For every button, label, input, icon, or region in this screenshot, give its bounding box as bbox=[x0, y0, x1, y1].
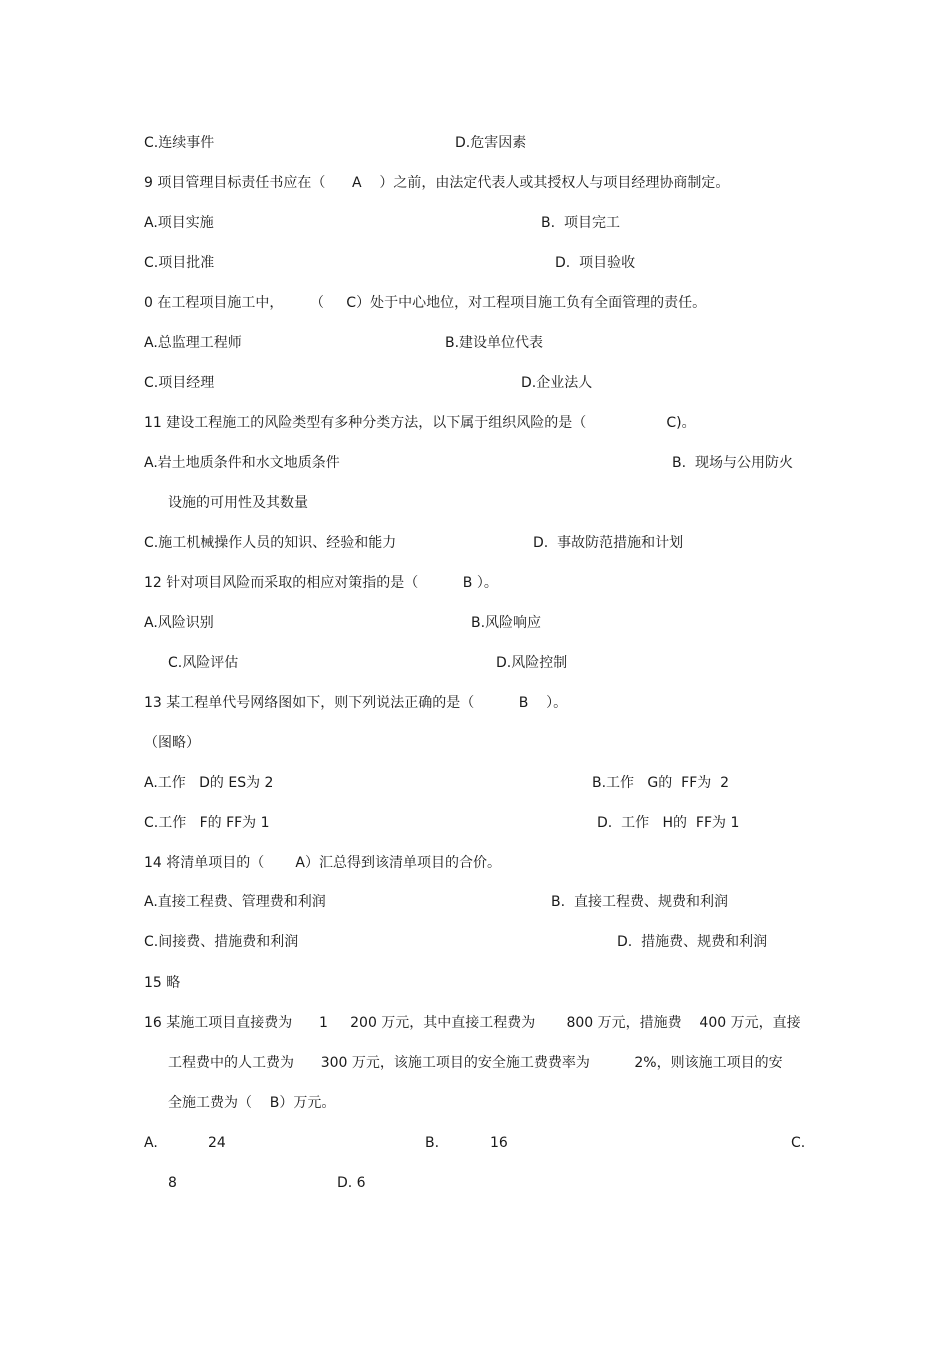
q9-option-a: A.项目实施 bbox=[144, 215, 214, 231]
q12-option-a: A.风险识别 bbox=[144, 615, 214, 631]
q16-option-b-value: 16 bbox=[490, 1135, 508, 1151]
q16-option-a-value: 24 bbox=[208, 1135, 226, 1151]
q13-option-c: C.工作 F的 FF为 1 bbox=[144, 815, 270, 831]
q13-option-d: D. 工作 H的 FF为 1 bbox=[597, 815, 740, 831]
q10-option-a: A.总监理工程师 bbox=[144, 335, 242, 351]
q11-option-d: D. 事故防范措施和计划 bbox=[533, 535, 684, 551]
q11-option-a: A.岩土地质条件和水文地质条件 bbox=[144, 455, 340, 471]
q12-option-c: C.风险评估 bbox=[168, 655, 239, 671]
q9-stem: 9 项目管理目标责任书应在（ A ）之前，由法定代表人或其授权人与项目经理协商制定。 bbox=[144, 175, 730, 191]
q15-stem: 15 略 bbox=[144, 975, 181, 991]
q16-option-c-value: 8 bbox=[168, 1175, 177, 1191]
q16-stem-line-2: 工程费中的人工费为 300 万元，该施工项目的安全施工费费率为 2%，则该施工项目的安 bbox=[168, 1055, 783, 1071]
q14-option-b: B. 直接工程费、规费和利润 bbox=[551, 894, 728, 910]
q13-stem: 13 某工程单代号网络图如下，则下列说法正确的是（ B ）。 bbox=[144, 695, 568, 711]
q11-option-b-continued: 设施的可用性及其数量 bbox=[168, 495, 308, 511]
q14-option-c: C.间接费、措施费和利润 bbox=[144, 934, 299, 950]
q16-option-b-letter: B. bbox=[425, 1135, 440, 1151]
q8-option-d: D.危害因素 bbox=[455, 135, 527, 151]
q10-option-c: C.项目经理 bbox=[144, 375, 215, 391]
q16-stem-line-1: 16 某施工项目直接费为 1 200 万元，其中直接工程费为 800 万元，措施费 400 万元，直接 bbox=[144, 1015, 801, 1031]
q16-option-a-letter: A. bbox=[144, 1135, 158, 1151]
q9-option-b: B. 项目完工 bbox=[541, 215, 620, 231]
q10-option-d: D.企业法人 bbox=[521, 375, 593, 391]
q13-figure-note: （图略） bbox=[144, 735, 200, 751]
q12-option-b: B.风险响应 bbox=[471, 615, 542, 631]
q13-option-b: B.工作 G的 FF为 2 bbox=[592, 775, 730, 791]
q8-option-c: C.连续事件 bbox=[144, 135, 215, 151]
q9-option-c: C.项目批准 bbox=[144, 255, 215, 271]
q14-option-d: D. 措施费、规费和利润 bbox=[617, 934, 768, 950]
q16-option-c-letter: C. bbox=[791, 1135, 806, 1151]
q9-option-d: D. 项目验收 bbox=[555, 255, 636, 271]
q11-option-c: C.施工机械操作人员的知识、经验和能力 bbox=[144, 535, 397, 551]
q13-option-a: A.工作 D的 ES为 2 bbox=[144, 775, 274, 791]
q11-stem: 11 建设工程施工的风险类型有多种分类方法，以下属于组织风险的是（ C)。 bbox=[144, 415, 696, 431]
q10-stem: 0 在工程项目施工中， （ C）处于中心地位，对工程项目施工负有全面管理的责任。 bbox=[144, 295, 707, 311]
q14-stem: 14 将清单项目的（ A）汇总得到该清单项目的合价。 bbox=[144, 855, 501, 871]
q11-option-b: B. 现场与公用防火 bbox=[672, 455, 793, 471]
q10-option-b: B.建设单位代表 bbox=[445, 335, 544, 351]
q14-option-a: A.直接工程费、管理费和利润 bbox=[144, 894, 326, 910]
q12-option-d: D.风险控制 bbox=[496, 655, 568, 671]
q16-stem-line-3: 全施工费为（ B）万元。 bbox=[168, 1095, 336, 1111]
q16-option-d: D. 6 bbox=[337, 1175, 366, 1191]
q12-stem: 12 针对项目风险而采取的相应对策指的是（ B ）。 bbox=[144, 575, 498, 591]
